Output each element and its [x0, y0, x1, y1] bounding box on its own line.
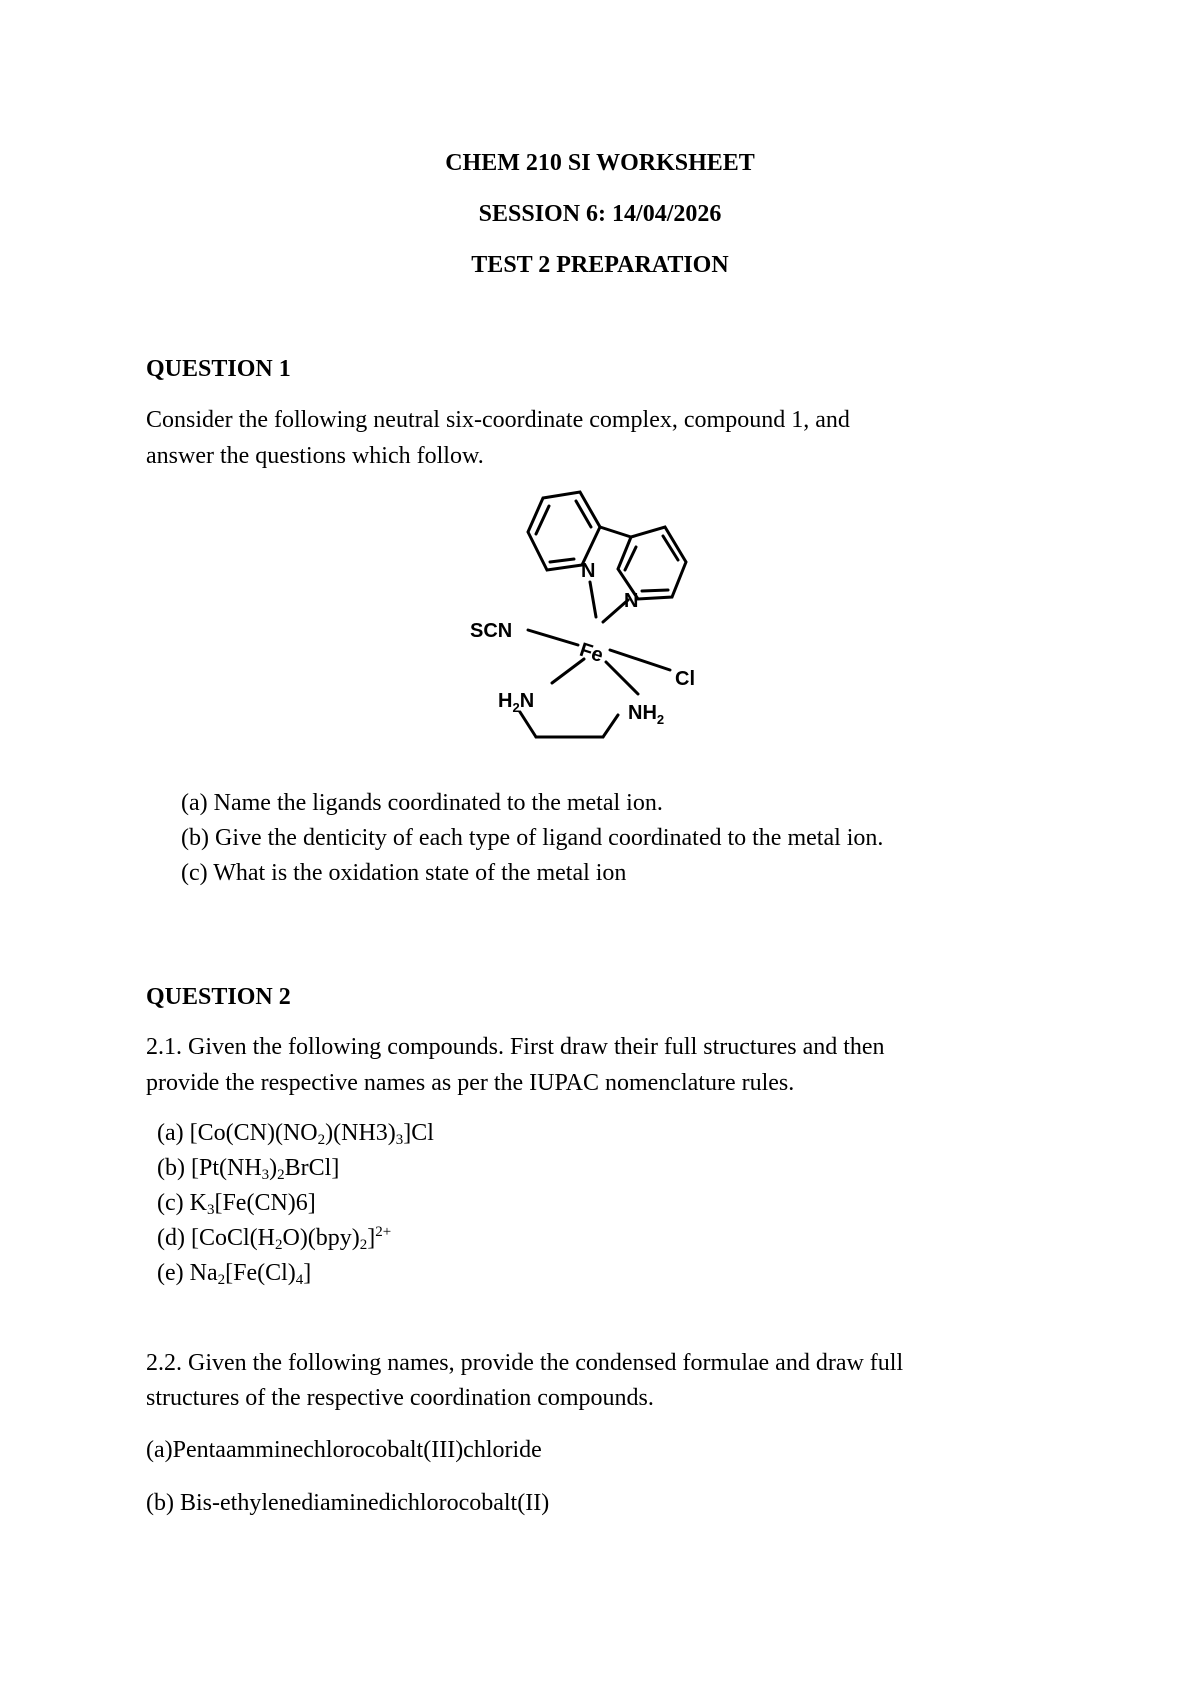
question2-part2-line2: structures of the respective coordination compounds.: [146, 1385, 654, 1411]
formula-a: (a) $[Co(CN)(NO_2)(NH3)_3]Cl$: [157, 1120, 434, 1148]
formula-e: (e) $Na_2[Fe(Cl)_4]$: [157, 1260, 312, 1288]
session-line: SESSION 6: 14/04/2026: [478, 201, 722, 227]
question2-part2-line1: 2.2. Given the following names, provide the condensed formulae and draw full: [146, 1350, 904, 1376]
question2-part1-line1: 2.1. Given the following compounds. First draw their full structures and then: [146, 1034, 885, 1060]
nh2-label: $NH_2$: [628, 702, 665, 727]
formula-b: (b) $[Pt(NH_3)_2BrCl]$: [157, 1155, 340, 1183]
question1-item-b: (b) Give the denticity of each type of ligand coordinated to the metal ion.: [181, 825, 884, 851]
scn-label: SCN: [470, 620, 513, 642]
h2n-label: $H_2N$: [498, 690, 535, 715]
name-item-a: (a)Pentaamminechlorocobalt(III)chloride: [146, 1437, 542, 1463]
question1-intro-line1: Consider the following neutral six-coordinate complex, compound 1, and: [146, 407, 850, 433]
n-top-label: N: [581, 560, 596, 582]
formula-d: (d) $[CoCl(H_2O)(bpy)_2]^{2+}$: [157, 1224, 392, 1253]
subtitle-line: TEST 2 PREPARATION: [471, 252, 729, 278]
formula-c: (c) $K_3[Fe(CN)6]$: [157, 1190, 316, 1218]
question1-item-c: (c) What is the oxidation state of the metal ion: [181, 860, 627, 886]
cl-label: Cl: [675, 668, 695, 690]
question2-heading: QUESTION 2: [146, 984, 291, 1010]
name-item-b: (b) Bis-ethylenediaminedichlorocobalt(II): [146, 1490, 550, 1516]
question2-part1-line2: provide the respective names as per the IUPAC nomenclature rules.: [146, 1070, 795, 1096]
fe-label: Fe: [576, 638, 606, 667]
compound-1-svg: [470, 487, 750, 757]
question1-item-a: (a) Name the ligands coordinated to the metal ion.: [181, 790, 663, 816]
worksheet-title: CHEM 210 SI WORKSHEET: [445, 150, 755, 176]
question1-heading: QUESTION 1: [146, 356, 291, 382]
compound-1-structure: [470, 487, 750, 757]
n-right-label: N: [624, 590, 639, 612]
question1-intro-line2: answer the questions which follow.: [146, 443, 484, 469]
